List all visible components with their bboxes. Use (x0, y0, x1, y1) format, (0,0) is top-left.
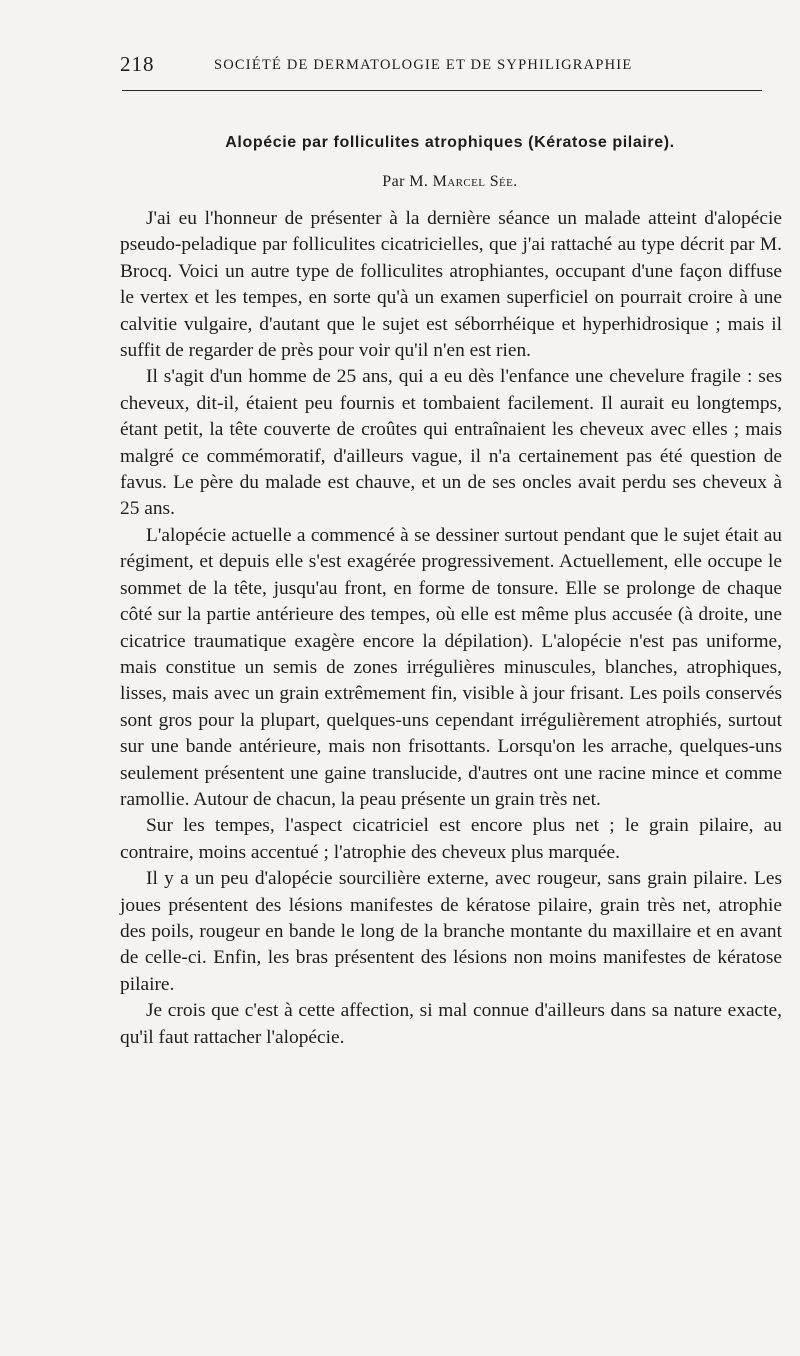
author-name: Marcel Sée. (432, 173, 518, 190)
paragraph: J'ai eu l'honneur de présenter à la dernière séance un malade atteint d'alopécie pseudo-peladique par folliculites cicatricielles, que j'ai rattaché au type décrit par M. Brocq. Voici un autre type de folliculites atrophiantes, occupant d'une façon diffuse le vertex et les tempes, en sorte qu'à un examen superficiel on pourrait croire à une calvitie vulgaire, d'autant que le sujet est séborrhéique et hyperhidrosique ; mais il suffit de regarder de près pour voir qu'il n'en est rien. (120, 208, 782, 362)
page-number: 218 (120, 52, 155, 76)
article-title: Alopécie par folliculites atrophiques (Kératose pilaire). (225, 134, 675, 151)
byline-prefix: Par M. (382, 173, 429, 190)
page-header (120, 52, 762, 82)
header-rule (122, 90, 762, 91)
paragraph: Je crois que c'est à cette affection, si mal connue d'ailleurs dans sa nature exacte, qu'il faut rattacher l'alopécie. (120, 1000, 782, 1048)
article-body (120, 206, 782, 1051)
paragraph: Sur les tempes, l'aspect cicatriciel est encore plus net ; le grain pilaire, au contraire, moins accentué ; l'atrophie des cheveux plus marquée. (120, 815, 782, 863)
paragraph: Il y a un peu d'alopécie sourcilière externe, avec rougeur, sans grain pilaire. Les joues présentent des lésions manifestes de kératose pilaire, grain très net, atrophie des poils, rougeur en bande le long de la branche montante du maxillaire et en avant de celle-ci. Enfin, les bras présentent des lésions non moins manifestes de kératose pilaire. (120, 868, 782, 995)
paragraph: Il s'agit d'un homme de 25 ans, qui a eu dès l'enfance une chevelure fragile : ses cheveux, dit-il, étaient peu fournis et tombaient facilement. Il aurait eu longtemps, étant petit, la tête couverte de croûtes qui entraînaient les cheveux avec elles ; mais malgré ce commémoratif, d'ailleurs vague, il n'a certainement pas été question de favus. Le père du malade est chauve, et un de ses oncles avait perdu ses cheveux à 25 ans. (120, 366, 782, 520)
running-head: SOCIÉTÉ DE DERMATOLOGIE ET DE SYPHILIGRAPHIE (214, 57, 633, 73)
paragraph: L'alopécie actuelle a commencé à se dessiner surtout pendant que le sujet était au régiment, et depuis elle s'est exagérée progressivement. Actuellement, elle occupe le sommet de la tête, jusqu'au front, en forme de tonsure. Elle se prolonge de chaque côté sur la partie antérieure des tempes, où elle est même plus accusée (à droite, une cicatrice traumatique exagère encore la dépilation). L'alopécie n'est pas uniforme, mais constitue un semis de zones irrégulières minuscules, blanches, atrophiques, lisses, mais avec un grain extrêmement fin, visible à jour frisant. Les poils conservés sont gros pour la plupart, quelques-uns cependant irrégulièrement atrophiés, surtout sur une bande antérieure, mais non frisottants. Lorsqu'on les arrache, quelques-uns seulement présentent une gaine translucide, d'autres ont une racine mince et comme ramollie. Autour de chacun, la peau présente un grain très net. (120, 524, 782, 810)
byline (120, 173, 780, 191)
